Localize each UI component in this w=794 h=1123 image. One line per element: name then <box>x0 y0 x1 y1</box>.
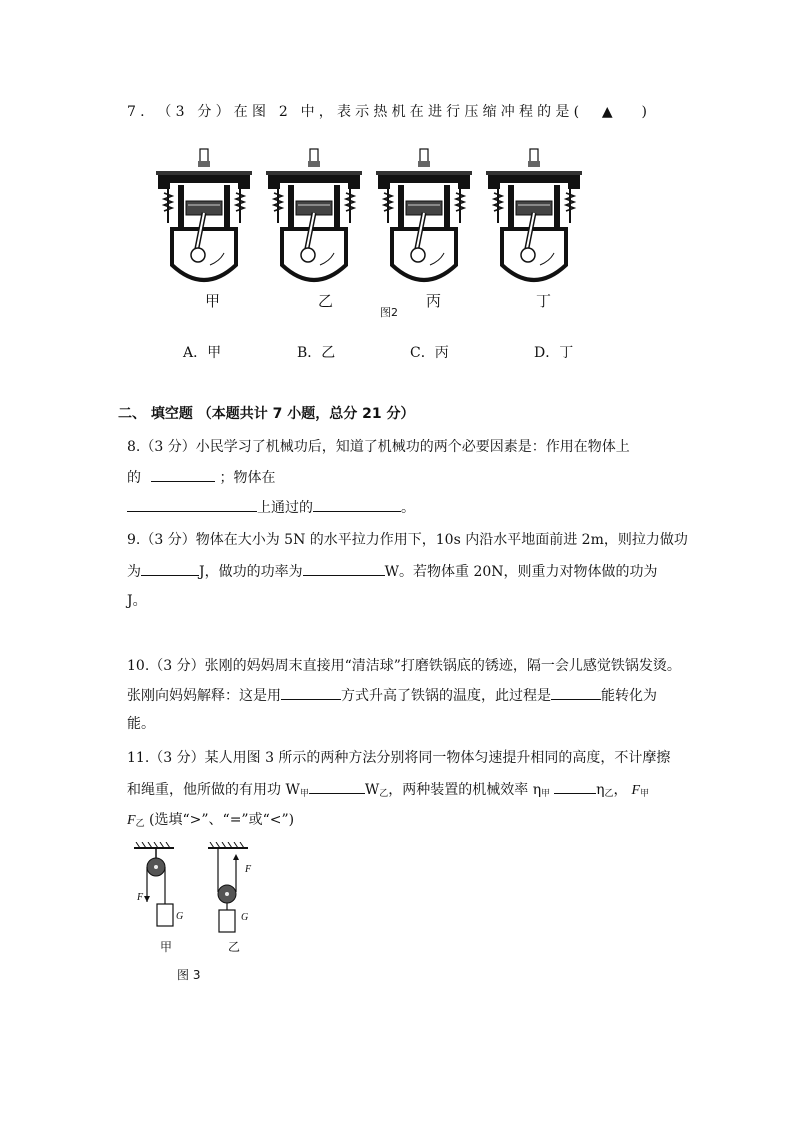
answer-marker: ▲ <box>601 104 617 120</box>
question-11-text-f: (选填“>”、“=”或“<”) <box>149 812 295 828</box>
answer-blank[interactable] <box>141 561 199 576</box>
question-10-text-c: 能转化为 <box>601 688 657 704</box>
force-label-yi: F <box>245 864 252 875</box>
question-8-text-d: 。 <box>401 500 415 516</box>
question-8-line-1: 8.（3 分）小民学习了机械功后，知道了机械功的两个必要因素是：作用在物体上 <box>127 439 630 455</box>
subscript-yi: 乙 <box>379 789 389 799</box>
question-9-text-a: 为 <box>127 564 141 580</box>
figure-2-caption: 图2 <box>380 306 398 319</box>
question-10-line-3: 能。 <box>127 716 155 732</box>
weight-label-yi: G <box>241 912 249 923</box>
force-symbol: F <box>631 783 641 798</box>
answer-blank[interactable] <box>313 497 401 512</box>
answer-blank[interactable] <box>551 685 601 700</box>
answer-blank[interactable] <box>554 779 596 794</box>
question-10-line-1: 10.（3 分）张刚的妈妈周末直接用“清洁球”打磨铁锅底的锈迹，隔一会儿感觉铁锅发烫。 <box>127 658 681 674</box>
question-10-line-2 <box>127 685 657 706</box>
question-7-close: ) <box>641 104 652 120</box>
question-11-text-b: W <box>364 782 380 798</box>
question-10-text-a: 张刚向妈妈解释：这是用 <box>127 688 281 704</box>
pulley-figure <box>130 842 280 957</box>
force-label-jia: F <box>137 892 144 903</box>
pulley-label-yi: 乙 <box>228 940 241 954</box>
question-11-text-a: 和绳重，他所做的有用功 W <box>127 782 300 798</box>
question-11-text-c: ，两种装置的机械效率 η <box>388 782 542 798</box>
question-11-text-e: ， <box>613 782 628 798</box>
engine-label-ding: 丁 <box>536 292 552 310</box>
answer-blank[interactable] <box>127 497 257 512</box>
force-symbol: F <box>127 813 136 828</box>
question-10-text-b: 方式升高了铁锅的温度，此过程是 <box>341 688 551 704</box>
subscript-yi: 乙 <box>604 789 614 799</box>
subscript-jia: 甲 <box>299 789 309 799</box>
figure-3-caption: 图 3 <box>177 968 201 982</box>
pulley-label-jia: 甲 <box>160 940 173 954</box>
option-c: C．丙 <box>410 345 449 361</box>
section-2-heading: 二、 填空题 （本题共计 7 小题，总分 21 分） <box>118 406 415 422</box>
question-8-line-2 <box>127 467 275 488</box>
question-11-line-2 <box>127 779 649 802</box>
engine-label-jia: 甲 <box>205 292 221 310</box>
engine-label-yi: 乙 <box>318 292 334 310</box>
question-9-text-c: W。若物体重 20N，则重力对物体做的功为 <box>384 564 658 580</box>
subscript-jia: 甲 <box>541 789 551 799</box>
question-9-text-b: J，做功的功率为 <box>199 564 303 580</box>
question-9-line-1: 9.（3 分）物体在大小为 5N 的水平拉力作用下，10s 内沿水平地面前进 2m，则拉力做功 <box>127 532 688 548</box>
option-b: B．乙 <box>297 345 336 361</box>
question-7-text: 7. （3 分）在图 2 中，表示热机在进行压缩冲程的是( <box>127 104 584 120</box>
question-8-text-a: 的 <box>127 470 141 486</box>
question-9-line-3: J。 <box>127 593 147 609</box>
answer-blank[interactable] <box>281 685 341 700</box>
engine-label-bing: 丙 <box>426 292 442 310</box>
question-7-stem <box>127 102 651 122</box>
subscript-jia: 甲 <box>640 789 650 799</box>
option-a: A．甲 <box>183 345 222 361</box>
answer-blank[interactable] <box>303 561 385 576</box>
question-9-line-2 <box>127 561 658 582</box>
question-8-text-b: ；物体在 <box>219 470 276 486</box>
answer-blank[interactable] <box>151 467 215 482</box>
question-11-line-1: 11.（3 分）某人用图 3 所示的两种方法分别将同一物体匀速提升相同的高度，不计摩擦 <box>127 750 671 766</box>
subscript-yi: 乙 <box>135 819 145 829</box>
answer-blank[interactable] <box>309 779 365 794</box>
weight-label-jia: G <box>176 911 184 922</box>
question-8-line-3 <box>127 497 415 518</box>
question-11-text-d: η <box>596 782 605 798</box>
option-d: D．丁 <box>534 345 574 361</box>
question-8-text-c: 上通过的 <box>257 500 313 516</box>
question-11-line-3 <box>127 810 294 832</box>
